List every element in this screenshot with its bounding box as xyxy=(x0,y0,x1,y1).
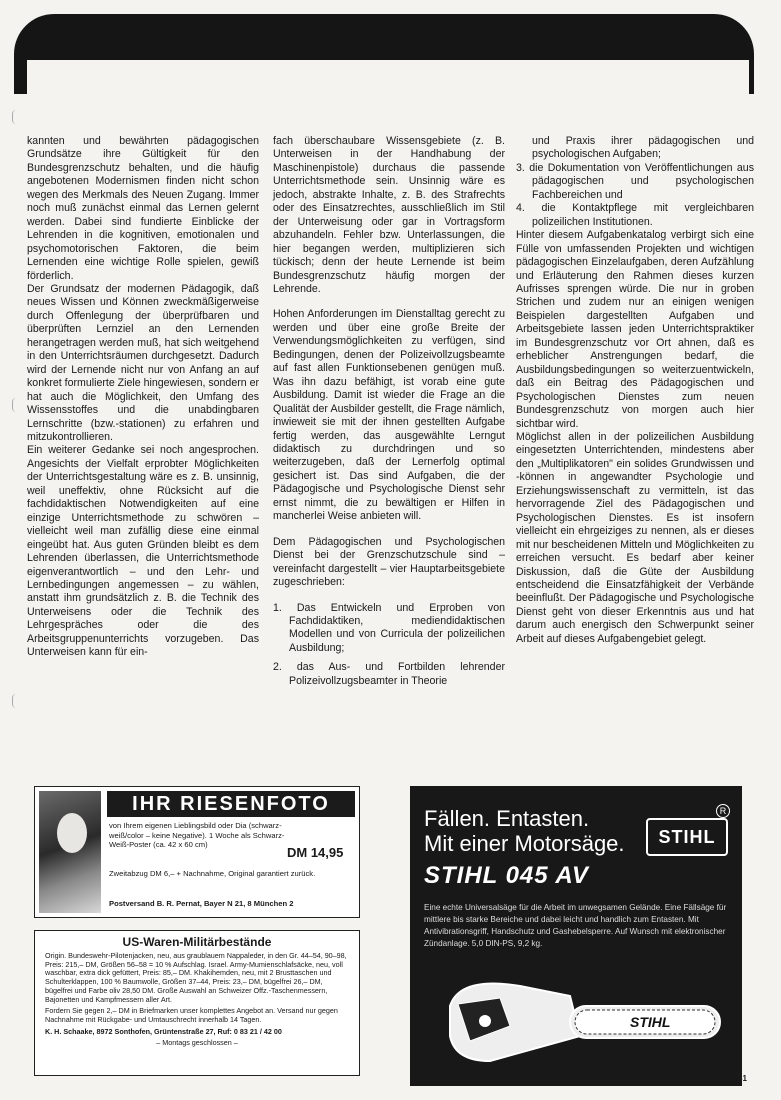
ad-banner: IHR RIESENFOTO xyxy=(107,791,355,817)
ad-headline: Mit einer Motorsäge. xyxy=(424,831,625,856)
chainsaw-illustration xyxy=(430,966,730,1076)
article-column-3 xyxy=(516,135,754,646)
list-item: 1. Das Entwickeln und Erproben von Fachdidaktiken, mediendidaktischen Modellen und von Curricula der polizeilichen Ausbildung; xyxy=(273,601,505,654)
task-list-continued xyxy=(516,162,754,229)
page-number: 51 xyxy=(738,1074,747,1083)
article-column-1 xyxy=(27,135,259,660)
ad-body: Origin. Bundeswehr-Pilotenjacken, neu, aus graublauem Nappaleder, in den Gr. 44–54, 90–98, Preis: 215,– DM, Größen 56–58 = 10 % Aufschlag. Israel. Army-Mumienschlafsäcke, neu, voll waschbar, extra dick gefüttert, Preis: 85,– DM. Khakihemden, neu, mit 2 Brusttaschen und Schulterklappen, 100 % Baumwolle, Größen 37–44, Preis: 23,– DM, bügelfrei 26,– DM, bügelfrei und Farbe oliv 28,50 DM. Große Auswahl an Schweizer Offz.-Taschenmessern, Bajonetten und Kampfmessern aller Art. xyxy=(45,951,347,1004)
ad-address: K. H. Schaake, 8972 Sonthofen, Grüntenstraße 27, Ruf: 0 83 21 / 42 00 xyxy=(45,1026,282,1036)
portrait-photo xyxy=(39,791,101,913)
ad-footer: – Montags geschlossen – xyxy=(156,1038,238,1048)
ad-stihl xyxy=(410,786,742,1086)
ad-headline: Fällen. Entasten. xyxy=(424,806,590,831)
article-column-2 xyxy=(273,135,505,694)
ad-address: Postversand B. R. Pernat, Bayer N 21, 8 München 2 xyxy=(109,899,294,908)
ad-riesenfoto xyxy=(34,786,360,918)
ad-price: DM 14,95 xyxy=(287,845,344,860)
list-item: 2. das Aus- und Fortbilden lehrender Polizeivollzugsbeamter in Theorie xyxy=(273,661,505,687)
margin-mark xyxy=(12,110,18,124)
list-item: 3. die Dokumentation von Veröffentlichungen aus pädagogischen und psychologischen Fachbereichen und xyxy=(516,161,754,201)
paragraph: Hohen Anforderungen im Dienstalltag gerecht zu werden und über eine große Breite der Verwendungsmöglichkeiten zu verfügen, sind Bedingungen, denen der Polizeivollzugsbeamte auf fast allen Funktionsebenen genügen muß. Was ihn dazu befähigt, ist vorab eine gute Ausbildung. Damit ist wieder die Frage an die Qualität der Ausbilder gestellt, die Frage nämlich, inwieweit sie mit der ihnen gestellten Aufgabe fertig werden, das ausgewählte Lerngut didaktisch zu durchdringen und so weiterzugeben, daß der Lernerfolg optimal gesichert ist. Das sind Aufgaben, die der Pädagogische und Psychologische Dienst sehr ernst nimmt, die zu bewältigen er Hilfen in mancherlei Weise anbieten will. xyxy=(273,308,505,523)
paragraph: Hinter diesem Aufgabenkatalog verbirgt sich eine Fülle von umfassenden Projekten und wichtigen pädagogischen Einzelaufgaben, deren Aufzählung und Erläuterung den Rahmen dieses kurzen Aufrisses sprengen würde. Die nur in groben Strichen und zudem nur an einigen wenigen Beispielen dargestellten Aufgaben und Arbeitsgebiete lassen jeden Unterrichtspraktiker im Bundesgrenzschutz vor Ort ahnen, daß es erheblicher Anstrengungen bedarf, die Ausbildungsbedingungen so weiterzuentwickeln, daß ein Beitrag des Pädagogischen und Psychologischen Dienstes zum neuen Bundesgrenzschutz von morgen auch hier sichtbar wird. xyxy=(516,229,754,430)
paragraph: Möglichst allen in der polizeilichen Ausbildung eingesetzten Unterrichtenden, mindestens aber den „Multiplikatoren" ein solides Grundwissen und -können in angewandter Psychologie und Erziehungswissenschaft zu vermitteln, ist das hervorragende Ziel des Pädagogischen und Psychologischen Dienstes. Es ist insofern vielleicht ein ehrgeiziges zu nennen, als er dieses mit nur bescheidenen Mitteln und Möglichkeiten zu erreichen versucht. Es bedarf aber keiner Diskussion, daß die Güte der Ausbildung entscheidend die Einsatzfähigkeit der Verbände beeinflußt. Der Pädagogische und Psychologische Dienst geht von dieser Erkenntnis aus und hat darum auch energisch den Schwerpunkt seiner Arbeit auf dieses Aufgabengebiet gelegt. xyxy=(516,430,754,645)
stihl-logo: STIHL xyxy=(646,818,728,856)
ad-text: Zweitabzug DM 6,– + Nachnahme, Original garantiert zurück. xyxy=(109,869,316,878)
task-list xyxy=(273,602,505,689)
ad-description: Eine echte Universalsäge für die Arbeit im unwegsamen Gelände. Eine Fällsäge für mittlere bis starke Bereiche und dabei leicht und handlich zum Entasten. Mit Antivibrationsgriff, Handschutz und Gashebelsperre. Auf Wunsch mit elektronischer Zündanlage. 5,0 DIN-PS, 9,2 kg. xyxy=(424,903,727,948)
page-area xyxy=(27,60,749,120)
ad-order-info: Fordern Sie gegen 2,– DM in Briefmarken unser komplettes Angebot an. Versand nur gegen Nachnahme mit Rückgabe- und Umtauschrecht innerhalb 14 Tagen. xyxy=(45,1006,338,1024)
ad-model: STIHL 045 AV xyxy=(424,862,589,889)
paragraph: Dem Pädagogischen und Psychologischen Dienst bei der Grenzschutzschule sind – vereinfacht dargestellt – vier Hauptarbeitsgebiete zugeschrieben: xyxy=(273,535,505,589)
margin-mark xyxy=(12,694,18,708)
list-continuation: und Praxis ihrer pädagogischen und psychologischen Aufgaben; xyxy=(532,135,754,161)
paragraph: Ein weiterer Gedanke sei noch angesprochen. Angesichts der Vielfalt erprobter Möglichkeiten der Unterrichtsgestaltung wäre es z. B. unsinnig, weil uneffektiv, ohne Rücksicht auf die fachdidaktischen Notwendigkeiten auf eine einzige Unterrichtsmethode zu schwören – vielleicht weil man zufällig diese eine einmal eingeübt hat. Aus guten Gründen bleibt es dem Lehrenden überlassen, die Unterrichtsmethode eigenverantwortlich – und den Lehr- und Lernbedingungen angemessen – zu wählen, anstatt ihm grundsätzlich z. B. die Technik des Unterweisens oder die Technik des Lehrgespräches oder die des Arbeitsgruppenunterrichts vorzugeben. Das Unterweisen kann für ein- xyxy=(27,444,259,659)
ad-title: US-Waren-Militärbestände xyxy=(122,935,272,949)
registered-mark: R xyxy=(716,804,730,818)
ad-text: von Ihrem eigenen Lieblingsbild oder Dia (schwarz-weiß/color – keine Negative). 1 Woche als Schwarz-Weiß-Poster (ca. 42 x 60 cm) xyxy=(109,821,285,850)
paragraph: fach überschaubare Wissensgebiete (z. B. Unterweisen in der Handhabung der Maschinenpistole) durchaus die passende Unterrichtsmethode sein. Unsinnig wäre es jedoch, abstrakte Inhalte, z. B. des Strafrechts oder des Einsatzrechtes, ausschließlich im Stil der Unterweisung oder gar in Vortragsform abzuhandeln. Fehler bzw. Unterlassungen, die hier begangen werden, multiplizieren sich tückisch; denn der heute Lernende ist beim Bundesgrenzschutz häufig morgen der Lehrende. xyxy=(273,135,505,295)
ad-us-waren xyxy=(34,930,360,1076)
list-item: 4. die Kontaktpflege mit vergleichbaren polizeilichen Institutionen. xyxy=(516,202,754,228)
bar-label: STIHL xyxy=(630,1014,671,1030)
margin-mark xyxy=(12,398,18,412)
paragraph: Der Grundsatz der modernen Pädagogik, daß neues Wissen und Können zweckmäßigerweise durch Offenlegung der überprüfbaren und überprüften Lernziel an den Lernenden herangetragen werden muß, hat sich weitgehend in den Unterrichtsräumen durchgesetzt. Dadurch wird der Lernende nicht nur von Anfang an auf konkret formulierte Ziele hingewiesen, sondern er hat auch die Möglichkeit, den Umfang des Wissensstoffes und die unabdingbaren Lernschritte (bzw.-stationen) zu erfahren und mitzukontrollieren. xyxy=(27,282,260,443)
paragraph: kannten und bewährten pädagogischen Grundsätze ihre Gültigkeit für den Bundesgrenzschutz behalten, und die häufig angebotenen Modernismen finden nicht schon wegen des Merkmals des Neuen Zugang. Immer noch muß zunächst einmal das Lernen gelernt werden. Dabei sind fundierte Einblicke der Lehrenden in die kognitiven, emotionalen und psychomotorischen Faktoren, die beim Lernenden eine wichtige Rolle spielen, gewiß förderlich. xyxy=(27,135,259,282)
